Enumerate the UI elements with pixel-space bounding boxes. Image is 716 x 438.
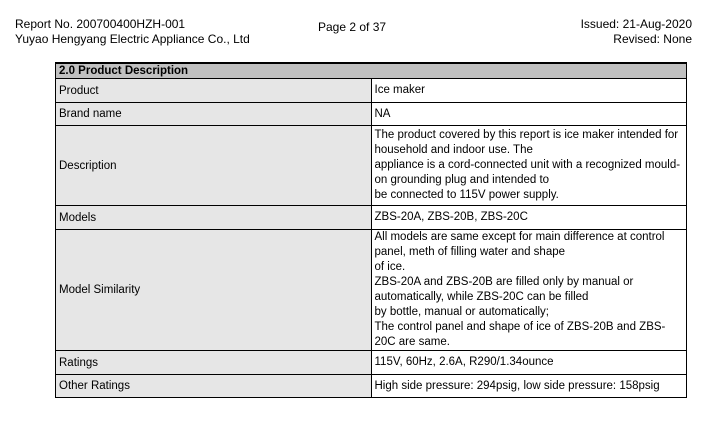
section-header-row [56, 63, 687, 79]
similarity-line: The control panel and shape of ice of ZBS-20B and ZBS-20C are same. [374, 321, 666, 348]
table-row-product [56, 79, 687, 103]
report-number: Report No. 200700400HZH-001 [15, 17, 186, 31]
ratings-label: Ratings [56, 351, 372, 375]
table-row-brand [56, 103, 687, 126]
brand-label: Brand name [56, 103, 372, 126]
models-label: Models [56, 206, 372, 230]
company-name: Yuyao Hengyang Electric Appliance Co., Ltd [15, 32, 250, 46]
table-row-models [56, 206, 687, 230]
description-label: Description [56, 126, 372, 206]
page-number: Page 2 of 37 [318, 20, 387, 34]
description-value [371, 126, 687, 206]
issued-date: Issued: 21-Aug-2020 [580, 17, 692, 31]
similarity-line: by bottle, manual or automatically; [374, 306, 550, 318]
similarity-line: of ice. [374, 261, 406, 273]
similarity-line: ZBS-20A and ZBS-20B are filled only by manual or automatically, while ZBS-20C can be filled [374, 276, 634, 303]
report-header-left [15, 17, 250, 47]
ratings-value: 115V, 60Hz, 2.6A, R290/1.34ounce [371, 351, 687, 375]
product-description-table [55, 62, 687, 398]
description-line: appliance is a cord-connected unit with a recognized mould-on grounding plug and intended to [374, 159, 681, 186]
similarity-label: Model Similarity [56, 230, 372, 351]
models-value: ZBS-20A, ZBS-20B, ZBS-20C [371, 206, 687, 230]
brand-value: NA [371, 103, 687, 126]
description-line: The product covered by this report is ice maker intended for household and indoor use. The [374, 129, 679, 156]
table-row-description [56, 126, 687, 206]
product-label: Product [56, 79, 372, 103]
description-line: be connected to 115V power supply. [374, 189, 559, 201]
other-ratings-value: High side pressure: 294psig, low side pressure: 158psig [371, 375, 687, 398]
similarity-value [371, 230, 687, 351]
other-ratings-label: Other Ratings [56, 375, 372, 398]
revised-status: Revised: None [613, 32, 692, 46]
product-value: Ice maker [371, 79, 687, 103]
table-row-ratings [56, 351, 687, 375]
similarity-line: All models are same except for main difference at control panel, meth of filling water and shape [374, 231, 665, 258]
table-row-other-ratings [56, 375, 687, 398]
section-title: 2.0 Product Description [56, 63, 687, 79]
table-row-similarity [56, 230, 687, 351]
report-header-right [581, 17, 692, 47]
